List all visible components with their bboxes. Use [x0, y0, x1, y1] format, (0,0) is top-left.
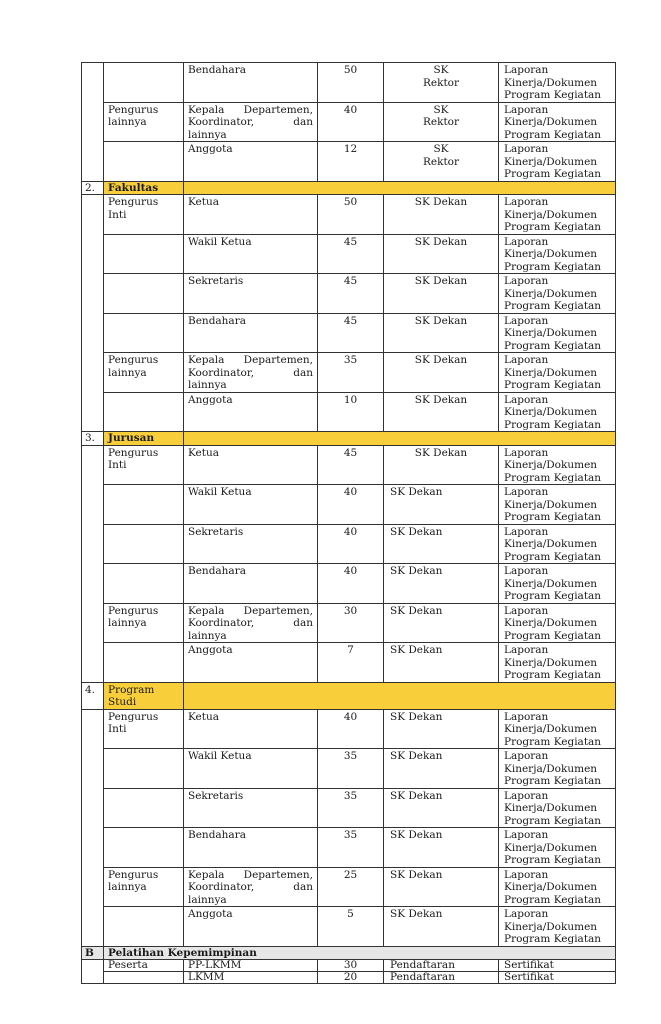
value-cell: 40 [318, 564, 384, 604]
table-row [82, 867, 616, 907]
table-row [82, 234, 616, 274]
value-cell: 25 [318, 867, 384, 907]
output-line: Kinerja/Dokumen [504, 802, 598, 814]
activity-points-table-sheet [81, 62, 615, 984]
group-cell [104, 485, 184, 525]
sk-cell: SK Dekan [384, 907, 499, 947]
output-line: Kinerja/Dokumen [504, 656, 598, 669]
output-line: Program Kegiatan [504, 893, 602, 906]
section-number: 3. [82, 432, 104, 446]
value-cell: 10 [318, 392, 384, 432]
position-cell: Kepala Departemen, Koordinator, dan lainnya [184, 867, 318, 907]
output-line: Program Kegiatan [504, 854, 602, 866]
value-cell: 50 [318, 63, 384, 103]
output-line: Laporan [504, 868, 549, 881]
output-line: Laporan [504, 64, 549, 76]
table-row [82, 142, 616, 182]
position-cell: Ketua [184, 445, 318, 485]
output-line: Laporan [504, 486, 549, 498]
output-line: Program Kegiatan [504, 300, 602, 312]
sk-line: Rektor [422, 76, 460, 89]
output-line: Kinerja/Dokumen [504, 366, 598, 379]
output-line: Laporan [504, 829, 549, 841]
output-line: Kinerja/Dokumen [504, 881, 598, 893]
output-line: Program Kegiatan [504, 168, 602, 180]
output-line: Laporan [504, 565, 549, 577]
group-cell [104, 524, 184, 564]
table-row [82, 643, 616, 683]
table-row [82, 445, 616, 485]
value-cell: 40 [318, 102, 384, 142]
number-cell [82, 445, 104, 682]
table-row [82, 907, 616, 947]
position-cell: LKMM [184, 972, 318, 984]
group-cell [104, 907, 184, 947]
group-cell: Pengurus lainnya [104, 353, 184, 393]
table-row [82, 564, 616, 604]
output-line: Laporan [504, 604, 549, 617]
output-line: Kinerja/Dokumen [504, 762, 598, 775]
sk-cell: SK Dekan [384, 749, 499, 789]
sk-cell [384, 142, 499, 182]
output-cell [499, 603, 616, 643]
value-cell: 7 [318, 643, 384, 683]
group-cell [104, 63, 184, 103]
output-cell [499, 445, 616, 485]
sk-cell: SK Dekan [384, 353, 499, 393]
output-cell [499, 142, 616, 182]
sk-cell: SK Dekan [384, 828, 499, 868]
section-title: Pelatihan Kepemimpinan [104, 946, 616, 960]
group-cell: Pengurus Inti [104, 195, 184, 235]
position-cell: Wakil Ketua [184, 485, 318, 525]
position-cell: Bendahara [184, 828, 318, 868]
output-line: Kinerja/Dokumen [504, 155, 598, 168]
output-line: Laporan [504, 143, 549, 155]
group-cell: Pengurus lainnya [104, 867, 184, 907]
output-line: Laporan [504, 789, 549, 802]
group-cell [104, 972, 184, 984]
output-line: Program Kegiatan [504, 629, 602, 642]
output-line: Laporan [504, 103, 549, 116]
value-cell: 45 [318, 445, 384, 485]
output-line: Program Kegiatan [504, 128, 602, 141]
position-cell: Anggota [184, 643, 318, 683]
output-line: Kinerja/Dokumen [504, 459, 598, 471]
output-cell [499, 828, 616, 868]
section-number: 2. [82, 181, 104, 195]
output-cell [499, 102, 616, 142]
output-line: Kinerja/Dokumen [504, 248, 598, 260]
output-line: Kinerja/Dokumen [504, 723, 598, 735]
section-number: B [82, 946, 104, 960]
group-cell [104, 392, 184, 432]
sk-cell: SK Dekan [384, 709, 499, 749]
position-cell: Ketua [184, 195, 318, 235]
output-line: Program Kegiatan [504, 735, 602, 748]
output-cell [499, 524, 616, 564]
table-row [82, 749, 616, 789]
group-cell [104, 749, 184, 789]
table-row [82, 603, 616, 643]
table-row [82, 392, 616, 432]
output-line: Program Kegiatan [504, 775, 602, 787]
value-cell: 35 [318, 353, 384, 393]
value-cell: 45 [318, 274, 384, 314]
output-line: Laporan [504, 644, 549, 656]
sk-cell: Pendaftaran [384, 972, 499, 984]
group-cell [104, 643, 184, 683]
group-cell [104, 274, 184, 314]
group-cell: Pengurus lainnya [104, 603, 184, 643]
section-title: Jurusan [104, 432, 184, 446]
sk-cell: SK Dekan [384, 524, 499, 564]
table-row [82, 313, 616, 353]
output-cell [499, 867, 616, 907]
section-number: 4. [82, 682, 104, 709]
number-cell [82, 63, 104, 182]
table-row [82, 709, 616, 749]
output-line: Program Kegiatan [504, 471, 602, 484]
number-cell [82, 960, 104, 984]
value-cell: 30 [318, 603, 384, 643]
position-cell: Kepala Departemen, Koordinator, dan lainnya [184, 102, 318, 142]
output-line: Program Kegiatan [504, 669, 602, 681]
output-line: Program Kegiatan [504, 590, 602, 602]
position-cell: Anggota [184, 142, 318, 182]
value-cell: 5 [318, 907, 384, 947]
output-line: Laporan [504, 393, 549, 406]
value-cell: 50 [318, 195, 384, 235]
value-cell: 40 [318, 524, 384, 564]
output-line: Kinerja/Dokumen [504, 208, 598, 221]
position-cell: Sekretaris [184, 788, 318, 828]
output-cell [499, 485, 616, 525]
sk-line: Rektor [422, 155, 460, 168]
sk-cell: SK Dekan [384, 274, 499, 314]
sk-cell: SK Dekan [384, 603, 499, 643]
position-cell: Kepala Departemen, Koordinator, dan lainnya [184, 603, 318, 643]
sk-cell [384, 102, 499, 142]
output-cell [499, 392, 616, 432]
output-cell [499, 234, 616, 274]
output-line: Laporan [504, 354, 549, 366]
output-line: Laporan [504, 710, 549, 723]
output-cell [499, 313, 616, 353]
position-cell: Anggota [184, 907, 318, 947]
sk-line: Rektor [422, 116, 460, 128]
sk-cell: SK Dekan [384, 313, 499, 353]
sk-cell: SK Dekan [384, 564, 499, 604]
output-cell [499, 907, 616, 947]
output-cell [499, 709, 616, 749]
output-line: Program Kegiatan [504, 379, 602, 391]
output-cell [499, 788, 616, 828]
table-row [82, 972, 616, 984]
sk-cell: SK Dekan [384, 867, 499, 907]
output-line: Laporan [504, 908, 549, 920]
output-cell: Sertifikat [499, 972, 616, 984]
output-line: Kinerja/Dokumen [504, 76, 598, 89]
group-cell: Pengurus Inti [104, 445, 184, 485]
output-line: Laporan [504, 750, 549, 762]
number-cell [82, 709, 104, 946]
sk-cell: SK Dekan [384, 445, 499, 485]
group-cell: Peserta [104, 960, 184, 972]
output-line: Kinerja/Dokumen [504, 327, 598, 339]
value-cell: 35 [318, 788, 384, 828]
position-cell: Sekretaris [184, 524, 318, 564]
position-cell: Anggota [184, 392, 318, 432]
section-header-row [82, 682, 616, 709]
output-line: Program Kegiatan [504, 511, 602, 523]
output-line: Laporan [504, 235, 549, 248]
output-cell [499, 643, 616, 683]
section-title: Program Studi [104, 682, 184, 709]
section-band [184, 682, 616, 709]
sk-line: SK [433, 103, 449, 116]
output-line: Kinerja/Dokumen [504, 538, 598, 550]
output-cell: Sertifikat [499, 960, 616, 972]
position-cell: Sekretaris [184, 274, 318, 314]
value-cell: 45 [318, 313, 384, 353]
group-cell [104, 788, 184, 828]
output-line: Kinerja/Dokumen [504, 498, 598, 511]
section-band [184, 432, 616, 446]
table-row [82, 828, 616, 868]
sk-cell: SK Dekan [384, 234, 499, 274]
output-line: Kinerja/Dokumen [504, 920, 598, 933]
value-cell: 35 [318, 749, 384, 789]
output-line: Program Kegiatan [504, 814, 602, 827]
sk-line: SK [433, 64, 449, 76]
output-cell [499, 564, 616, 604]
table-row [82, 195, 616, 235]
output-line: Laporan [504, 446, 549, 459]
output-line: Kinerja/Dokumen [504, 577, 598, 590]
sk-line: SK [433, 143, 449, 155]
value-cell: 45 [318, 234, 384, 274]
output-line: Laporan [504, 275, 549, 287]
group-cell [104, 564, 184, 604]
sk-cell: SK Dekan [384, 485, 499, 525]
table-row [82, 353, 616, 393]
table-row [82, 524, 616, 564]
output-line: Kinerja/Dokumen [504, 287, 598, 300]
sk-cell: SK Dekan [384, 643, 499, 683]
table-body [82, 63, 616, 984]
position-cell: Ketua [184, 709, 318, 749]
position-cell: Bendahara [184, 63, 318, 103]
value-cell: 35 [318, 828, 384, 868]
value-cell: 12 [318, 142, 384, 182]
output-line: Program Kegiatan [504, 550, 602, 563]
number-cell [82, 195, 104, 432]
position-cell: Bendahara [184, 313, 318, 353]
group-cell [104, 828, 184, 868]
output-cell [499, 63, 616, 103]
position-cell: PP-LKMM [184, 960, 318, 972]
output-line: Kinerja/Dokumen [504, 841, 598, 854]
sk-cell: SK Dekan [384, 392, 499, 432]
activity-points-table [81, 62, 616, 984]
table-row [82, 788, 616, 828]
section-header-row [82, 181, 616, 195]
output-line: Kinerja/Dokumen [504, 617, 598, 629]
group-cell: Pengurus Inti [104, 709, 184, 749]
output-line: Laporan [504, 525, 549, 538]
sk-cell: SK Dekan [384, 195, 499, 235]
output-line: Program Kegiatan [504, 418, 602, 431]
section-title: Fakultas [104, 181, 184, 195]
output-line: Laporan [504, 196, 549, 208]
value-cell: 20 [318, 972, 384, 984]
value-cell: 40 [318, 709, 384, 749]
output-line: Kinerja/Dokumen [504, 116, 598, 128]
table-row [82, 485, 616, 525]
position-cell: Bendahara [184, 564, 318, 604]
group-cell: Pengurus lainnya [104, 102, 184, 142]
sk-cell [384, 63, 499, 103]
output-line: Program Kegiatan [504, 89, 602, 101]
position-cell: Kepala Departemen, Koordinator, dan lainnya [184, 353, 318, 393]
output-cell [499, 195, 616, 235]
section-band [184, 181, 616, 195]
output-cell [499, 274, 616, 314]
output-cell [499, 353, 616, 393]
sk-cell: Pendaftaran [384, 960, 499, 972]
output-line: Program Kegiatan [504, 221, 602, 233]
value-cell: 40 [318, 485, 384, 525]
section-header-row [82, 946, 616, 960]
table-row [82, 63, 616, 103]
group-cell [104, 313, 184, 353]
output-line: Laporan [504, 314, 549, 327]
position-cell: Wakil Ketua [184, 749, 318, 789]
output-line: Program Kegiatan [504, 260, 602, 273]
table-row [82, 960, 616, 972]
position-cell: Wakil Ketua [184, 234, 318, 274]
value-cell: 30 [318, 960, 384, 972]
section-header-row [82, 432, 616, 446]
table-row [82, 102, 616, 142]
output-line: Kinerja/Dokumen [504, 406, 598, 418]
output-line: Program Kegiatan [504, 933, 602, 945]
group-cell [104, 142, 184, 182]
group-cell [104, 234, 184, 274]
table-row [82, 274, 616, 314]
output-cell [499, 749, 616, 789]
sk-cell: SK Dekan [384, 788, 499, 828]
output-line: Program Kegiatan [504, 339, 602, 352]
